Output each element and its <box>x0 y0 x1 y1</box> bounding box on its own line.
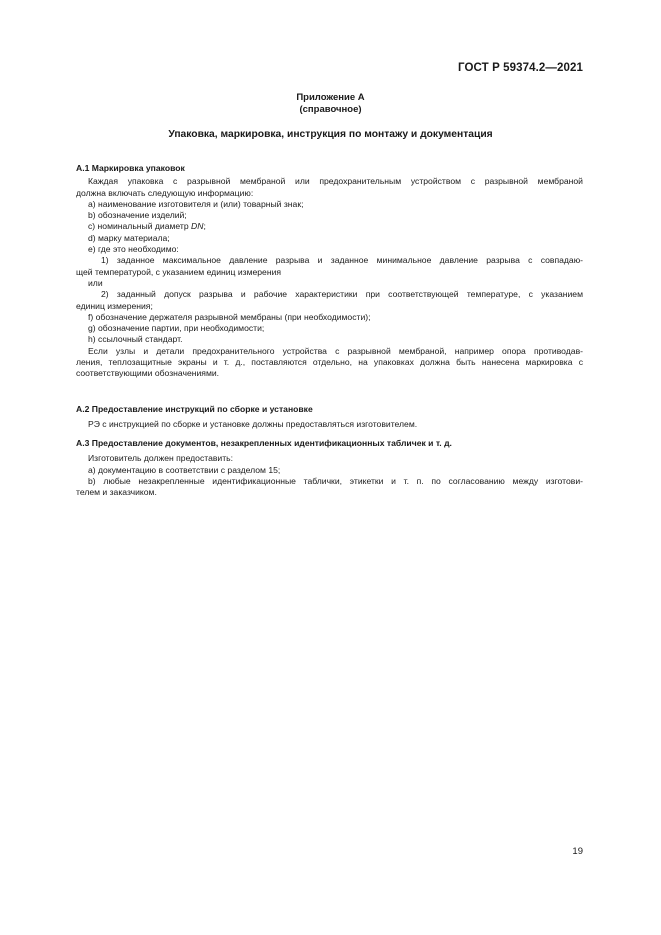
appendix-label: Приложение А <box>296 92 365 103</box>
a1-sub2-line1: 2) заданный допуск разрыва и рабочие характеристики при соответствующей температуре, с указанием <box>101 289 583 300</box>
a1-item-g: g) обозначение партии, при необходимости; <box>88 323 265 334</box>
a1-or: или <box>88 277 103 288</box>
page-number: 19 <box>572 846 583 857</box>
appendix-heading <box>0 92 661 116</box>
a1-item-a: a) наименование изготовителя и (или) товарный знак; <box>88 198 304 209</box>
section-a3-heading: А.3 Предоставление документов, незакрепленных идентификационных табличек и т. д. <box>76 438 452 448</box>
a1-note-line1: Если узлы и детали предохранительного устройства с разрывной мембраной, например опора противодав- <box>88 345 583 356</box>
section-a1 <box>76 163 583 380</box>
a2-text: РЭ с инструкцией по сборке и установке должны предоставляться изготовителем. <box>88 419 418 430</box>
a1-item-h: h) ссылочный стандарт. <box>88 334 183 345</box>
a1-note-line2: ления, теплозащитные экраны и т. д., поставляются отдельно, на упаковках должна быть нанесена маркировка с <box>76 357 583 368</box>
a1-sub1-line1: 1) заданное максимальное давление разрыва и заданное минимальное давление разрыва с совпадаю- <box>101 255 583 266</box>
a1-intro-line2: должна включать следующую информацию: <box>76 187 254 198</box>
section-a1-heading: А.1 Маркировка упаковок <box>76 163 185 173</box>
appendix-title: Упаковка, маркировка, инструкция по монтажу и документация <box>168 129 493 140</box>
section-a2-heading: А.2 Предоставление инструкций по сборке и установке <box>76 404 313 414</box>
a1-item-b: b) обозначение изделий; <box>88 210 187 221</box>
a1-item-c: c) номинальный диаметр DN; <box>88 221 206 232</box>
a1-item-e: e) где это необходимо: <box>88 244 179 255</box>
a3-item-a: a) документацию в соответствии с разделом 15; <box>88 464 281 475</box>
a3-intro: Изготовитель должен предоставить: <box>88 453 234 464</box>
a1-item-f: f) обозначение держателя разрывной мембраны (при необходимости); <box>88 311 371 322</box>
a1-intro-line1: Каждая упаковка с разрывной мембраной или предохранительным устройством с разрывной мембраной <box>88 176 583 187</box>
document-header-standard: ГОСТ Р 59374.2—2021 <box>458 62 583 74</box>
a1-sub2-line2: единиц измерения; <box>76 300 153 311</box>
appendix-type: (справочное) <box>299 104 362 115</box>
a3-item-b-line2: телем и заказчиком. <box>76 487 157 498</box>
section-a3 <box>76 438 583 498</box>
a1-sub1-line2: щей температурой, с указанием единиц измерения <box>76 266 282 277</box>
a1-item-d: d) марку материала; <box>88 232 170 243</box>
a3-item-b-line1: b) любые незакрепленные идентификационные таблички, этикетки и т. п. по согласованию между изготови- <box>88 475 583 486</box>
section-a2 <box>76 404 583 431</box>
a1-note-line3: соответствующими обозначениями. <box>76 368 220 379</box>
